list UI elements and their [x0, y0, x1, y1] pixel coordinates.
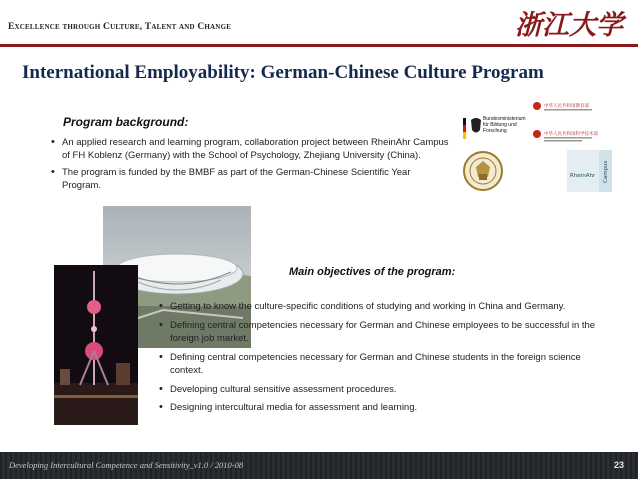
shanghai-night-photo — [54, 265, 138, 425]
objective-item: • Defining central competencies necessary for German and Chinese employees to be successful in the foreign job market. — [158, 319, 598, 346]
page-number: 23 — [614, 460, 625, 470]
header-tagline: Excellence through Culture, Talent and Change — [8, 22, 232, 32]
chinese-ministry-logos — [530, 98, 612, 154]
rheinahr-campus-logo — [567, 150, 612, 192]
background-item: • An applied research and learning program, collaboration project between RheinAhr Campus of FH Koblenz (Germany) with the School of Psychology, Zhejiang University (China). — [50, 136, 452, 162]
header-divider — [0, 44, 638, 47]
bmbf-logo-text: Bundesministerium für Bildung und Forschung — [483, 116, 526, 134]
objective-item: • Developing cultural sensitive assessment procedures. — [158, 383, 598, 397]
background-list — [50, 136, 452, 196]
objectives-heading: Main objectives of the program: — [289, 266, 456, 278]
ministry-education-text: 中华人民共和国教育部 — [544, 104, 589, 109]
footer-text: Developing Intercultural Competence and Sensitivity_v1.0 / 2010-08 — [9, 460, 244, 470]
slide-title: International Employability: German-Chinese Culture Program — [22, 62, 544, 83]
objective-item: • Defining central competencies necessary for German and Chinese students in the foreign science context. — [158, 351, 598, 378]
ministry-science-text: 中华人民共和国科学技术部 — [544, 132, 598, 137]
university-seal-logo — [462, 150, 504, 192]
objective-item: • Getting to know the culture-specific conditions of studying and working in China and Germany. — [158, 300, 598, 314]
zhejiang-university-logo — [506, 6, 632, 42]
rheinahr-text: RheinAhr — [570, 173, 596, 179]
background-heading: Program background: — [63, 115, 189, 129]
objectives-list — [158, 300, 598, 420]
campus-text: Campus — [603, 160, 609, 183]
objective-item: • Designing intercultural media for assessment and learning. — [158, 401, 598, 415]
background-item: • The program is funded by the BMBF as part of the German-Chinese Scientific Year Program. — [50, 166, 452, 192]
logo-calligraphy: 浙江大学 — [515, 10, 623, 41]
bmbf-logo — [461, 112, 527, 144]
